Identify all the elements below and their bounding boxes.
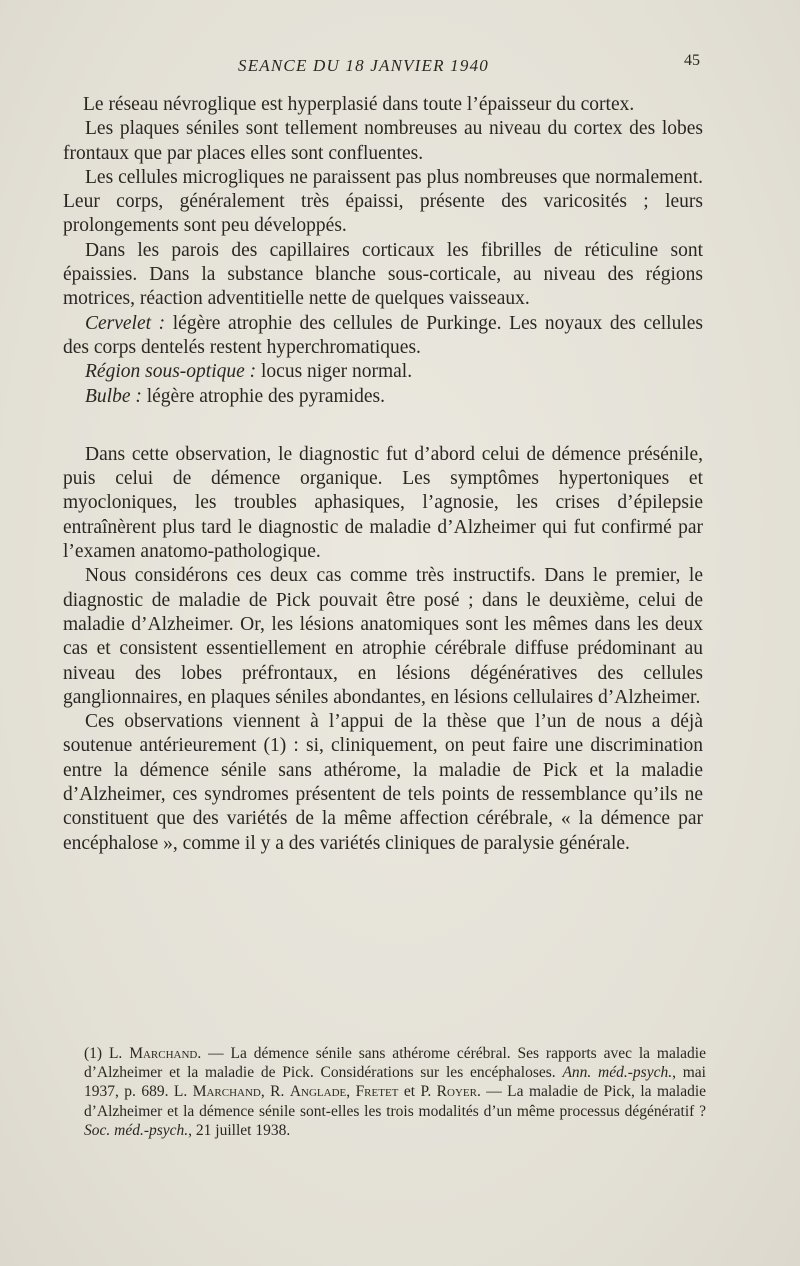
label-region-sous-optique: Région sous-optique : <box>85 361 257 383</box>
paragraph-microglia: Les cellules microgliques ne paraissent pas plus nombreuses que normalement. Leur corps, généralement très épaissi, présente des varicosités ; leurs prolongements sont peu développés. <box>63 166 703 237</box>
running-head: SEANCE DU 18 JANVIER 1940 <box>238 56 489 75</box>
paragraph-diagnostic: Dans cette observation, le diagnostic fut d’abord celui de démence présénile, puis celui de démence organique. Les symptômes hypertoniques et myocloniques, les troubles aphasiques, l’agnosie, les crises d’épilepsie entraînèrent plus tard le diagnostic de maladie d’Alzheimer qui fut confirmé par l’examen anatomo-pathologique. <box>63 443 703 563</box>
footnote-segment: . — La démence sénile sans athérome cérébral. Ses rapports avec la maladie d’Alzheimer et la maladie de Pick. Considérations sur les encéphaloses. <box>84 1045 706 1082</box>
page-number: 45 <box>684 52 700 69</box>
footnote-marker: (1) L. <box>84 1045 130 1062</box>
paragraph-region-sous-optique <box>63 360 703 384</box>
paragraph-bulbe <box>63 385 703 409</box>
paragraph-two-cases: Nous considérons ces deux cas comme très instructifs. Dans le premier, le diagnostic de maladie de Pick pouvait être posé ; dans le deuxième, celui de maladie d’Alzheimer. Or, les lésions anatomiques sont les mêmes dans les deux cas et consistent essentiellement en atrophie cérébrale diffuse prédominant au niveau des lobes préfrontaux, en lésions dégénératives des cellules ganglionnaires, en plaques séniles abondantes, en lésions cellulaires d’Alzheimer. <box>63 565 703 708</box>
footnote-author: Marchand <box>192 1083 261 1101</box>
paragraph-capillaries: Dans les parois des capillaires corticaux les fibrilles de réticuline sont épaissies. Dans la substance blanche sous-corticale, au niveau des régions motrices, réaction adventitielle nette de quelques vaisseaux. <box>63 239 703 310</box>
body-text <box>63 93 703 856</box>
text-bulbe: légère atrophie des pyramides. <box>141 385 385 407</box>
footnote-segment: , R. <box>260 1083 290 1101</box>
footnote-journal: Soc. méd.-psych. <box>84 1121 189 1139</box>
paragraph-thesis: Ces observations viennent à l’appui de la thèse que l’un de nous a déjà soutenue antérieurement (1) : si, cliniquement, on peut faire une discrimination entre la démence sénile sans athérome, la maladie de Pick et la maladie d’Alzheimer, ces syndromes présentent de tels points de ressemblance qu’ils ne constituent que des variétés de la même affection cérébrale, « la démence par encéphalose », comme il y a des variétés cliniques de paralysie générale. <box>63 711 703 854</box>
paragraph-senile-plaques: Les plaques séniles sont tellement nombreuses au niveau du cortex des lobes frontaux que par places elles sont confluentes. <box>63 118 703 164</box>
footnote-text <box>84 1044 706 1140</box>
label-cervelet: Cervelet : <box>85 312 166 334</box>
footnote-author: Marchand <box>129 1045 198 1062</box>
paragraph-cervelet <box>63 312 703 361</box>
page-header <box>0 52 800 82</box>
section-gap <box>63 409 703 443</box>
footnote-journal: Ann. méd.-psych. <box>562 1064 673 1082</box>
footnote-segment: , 21 juillet 1938. <box>188 1121 291 1139</box>
text-region-sous-optique: locus niger normal. <box>256 361 413 383</box>
text-cervelet: légère atrophie des cellules de Purkinge. Les noyaux des cellules des corps dentelés restent hyperchromatiques. <box>63 312 704 358</box>
footnote-author: Fretet <box>355 1083 399 1101</box>
footnote-segment: et P. <box>398 1083 437 1101</box>
label-bulbe: Bulbe : <box>85 385 142 407</box>
paragraph-neuroglia: Le réseau névroglique est hyperplasié dans toute l’épaisseur du cortex. <box>83 94 635 115</box>
footnote-author: Anglade <box>289 1083 347 1101</box>
footnote-segment: , mai 1937, p. 689. L. <box>84 1064 706 1101</box>
footnote-segment: . — La maladie de Pick, la maladie d’Alzheimer et la démence sénile sont-elles les trois modalités d’un même processus dégénératif ? <box>84 1083 707 1120</box>
footnote-segment: , <box>346 1083 356 1101</box>
footnote-author: Royer <box>436 1083 477 1101</box>
footnote <box>84 1044 706 1140</box>
